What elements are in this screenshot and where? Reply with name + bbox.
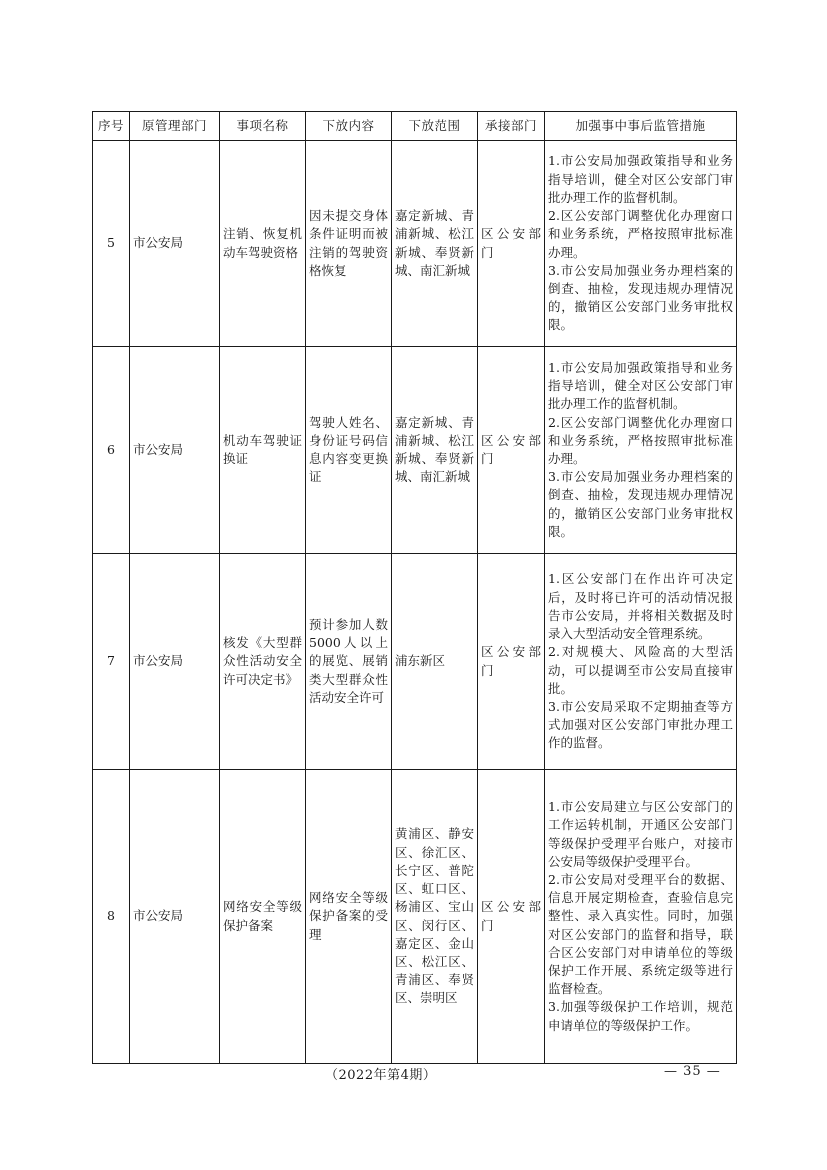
- cell-dept: 市公安局: [130, 554, 220, 770]
- measure-item: 2.区公安部门调整优化办理窗口和业务系统，严格按照审批标准办理。: [548, 208, 733, 260]
- header-dept: 原管理部门: [130, 112, 220, 141]
- cell-measures: [545, 770, 737, 1064]
- cell-measures: [545, 141, 737, 347]
- measure-item: 1.区公安部门在作出许可决定后，及时将已许可的活动情况报告市公安局，并将相关数据及时录入大型活动安全管理系统。: [548, 571, 733, 642]
- header-item: 事项名称: [220, 112, 306, 141]
- cell-item: 核发《大型群众性活动安全许可决定书》: [220, 554, 306, 770]
- cell-content: 驾驶人姓名、身份证号码信息内容变更换证: [306, 347, 392, 554]
- cell-scope: 浦东新区: [392, 554, 478, 770]
- measure-item: 1.市公安局加强政策指导和业务指导培训，健全对区公安部门审批办理工作的监督机制。: [548, 153, 733, 205]
- cell-scope: 嘉定新城、青浦新城、松江新城、奉贤新城、南汇新城: [392, 347, 478, 554]
- cell-no: 6: [93, 347, 130, 554]
- cell-content: 因未提交身体条件证明而被注销的驾驶资格恢复: [306, 141, 392, 347]
- header-no: 序号: [93, 112, 130, 141]
- measure-item: 3.市公安局采取不定期抽查等方式加强对区公安部门审批办理工作的监督。: [548, 698, 733, 751]
- measure-item: 1.市公安局加强政策指导和业务指导培训，健全对区公安部门审批办理工作的监督机制。: [548, 359, 733, 412]
- cell-measures: [545, 347, 737, 554]
- header-measures: 加强事中事后监管措施: [545, 112, 737, 141]
- measure-item: 2.区公安部门调整优化办理窗口和业务系统，严格按照审批标准办理。: [548, 414, 733, 466]
- cell-item: 注销、恢复机动车驾驶资格: [220, 141, 306, 347]
- policy-table: [92, 111, 737, 1064]
- cell-receiver: 区公安部门: [478, 554, 545, 770]
- measure-item: 1.市公安局建立与区公安部门的工作运转机制，开通区公安部门等级保护受理平台账户，对接市公安局等级保护受理平台。: [548, 799, 733, 869]
- cell-dept: 市公安局: [130, 347, 220, 554]
- table-row: [93, 347, 737, 554]
- header-content: 下放内容: [306, 112, 392, 141]
- cell-item: 机动车驾驶证换证: [220, 347, 306, 554]
- cell-receiver: 区公安部门: [478, 347, 545, 554]
- table-row: [93, 770, 737, 1064]
- cell-receiver: 区公安部门: [478, 770, 545, 1064]
- cell-receiver: 区公安部门: [478, 141, 545, 347]
- cell-item: 网络安全等级保护备案: [220, 770, 306, 1064]
- cell-dept: 市公安局: [130, 770, 220, 1064]
- measure-item: 2.市公安局对受理平台的数据、信息开展定期检查，查验信息完整性、录入真实性。同时，加强对区公安部门的监督和指导，联合区公安部门对申请单位的等级保护工作开展、系统定级等进行监督检查。: [548, 871, 733, 997]
- measure-item: 3.市公安局加强业务办理档案的倒查、抽检，发现违规办理情况的，撤销区公安部门业务审批权限。: [548, 469, 733, 539]
- table-row: [93, 141, 737, 347]
- measure-item: 3.市公安局加强业务办理档案的倒查、抽检，发现违规办理情况的，撤销区公安部门业务审批权限。: [548, 262, 733, 333]
- measure-item: 3.加强等级保护工作培训，规范申请单位的等级保护工作。: [548, 999, 733, 1033]
- cell-measures: [545, 554, 737, 770]
- cell-no: 5: [93, 141, 130, 347]
- header-scope: 下放范围: [392, 112, 478, 141]
- cell-content: 预计参加人数5000人以上的展览、展销类大型群众性活动安全许可: [306, 554, 392, 770]
- measure-item: 2.对规模大、风险高的大型活动，可以提调至市公安局直接审批。: [548, 644, 733, 696]
- cell-no: 8: [93, 770, 130, 1064]
- issue-label: （2022年第4期）: [325, 1068, 437, 1083]
- header-receiver: 承接部门: [478, 112, 545, 141]
- table-row: [93, 554, 737, 770]
- page-number: — 35 —: [664, 1064, 721, 1079]
- cell-no: 7: [93, 554, 130, 770]
- table-header-row: [93, 112, 737, 141]
- cell-scope: 黄浦区、静安区、徐汇区、长宁区、普陀区、虹口区、杨浦区、宝山区、闵行区、嘉定区、金山区、松江区、青浦区、奉贤区、崇明区: [392, 770, 478, 1064]
- cell-scope: 嘉定新城、青浦新城、松江新城、奉贤新城、南汇新城: [392, 141, 478, 347]
- cell-content: 网络安全等级保护备案的受理: [306, 770, 392, 1064]
- cell-dept: 市公安局: [130, 141, 220, 347]
